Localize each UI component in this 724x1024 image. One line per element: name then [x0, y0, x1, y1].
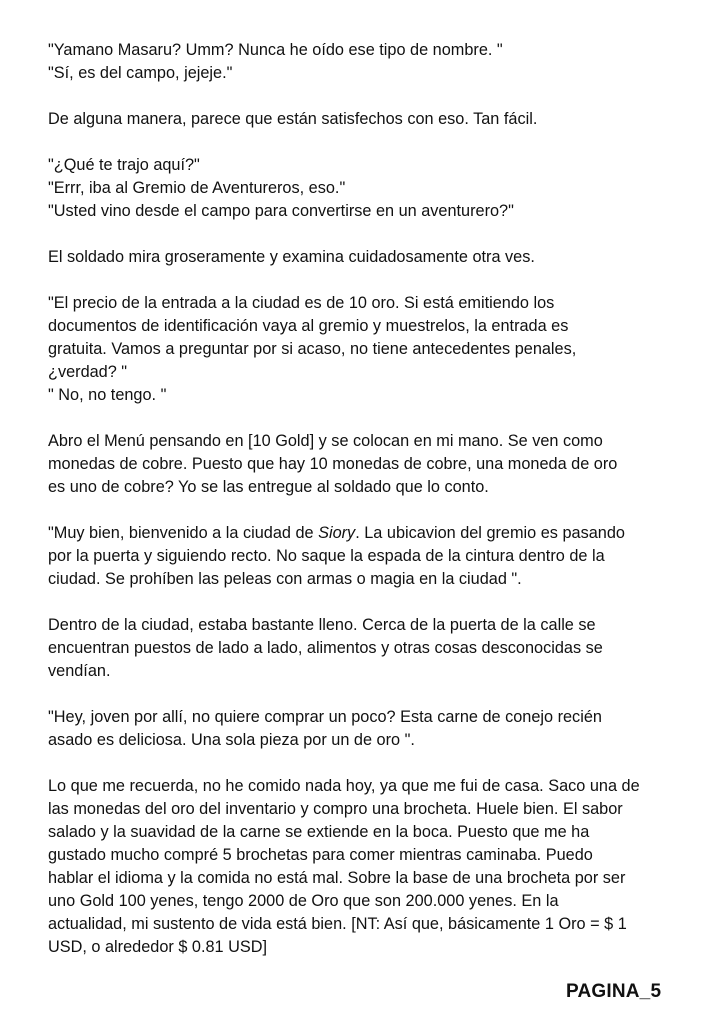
text-line: encuentran puestos de lado a lado, alimentos y otras cosas desconocidas se: [48, 639, 603, 657]
text-line: "Sí, es del campo, jejeje.": [48, 64, 233, 82]
paragraph-inside-city: [48, 614, 688, 683]
text-line: ¿verdad? ": [48, 363, 128, 381]
text-line: Lo que me recuerda, no he comido nada hoy, ya que me fui de casa. Saco una de: [48, 777, 640, 795]
text-line: "Usted vino desde el campo para convertirse en un aventurero?": [48, 202, 514, 220]
text-segment: . La ubicavion del gremio es pasando: [355, 524, 625, 542]
text-line: actualidad, mi sustento de vida está bien. [NT: Así que, básicamente 1 Oro = $ 1: [48, 915, 627, 933]
text-line: "Yamano Masaru? Umm? Nunca he oído ese tipo de nombre. ": [48, 41, 503, 59]
text-line: [48, 522, 688, 545]
paragraph-soldier-looks: [48, 246, 688, 269]
text-line: "¿Qué te trajo aquí?": [48, 156, 200, 174]
text-line: es uno de cobre? Yo se las entregue al soldado que lo conto.: [48, 478, 489, 496]
paragraph-welcome-city: [48, 522, 688, 591]
city-name: Siory: [318, 524, 356, 542]
page-number-label: PAGINA_5: [566, 981, 662, 1002]
text-line: las monedas del oro del inventario y compro una brocheta. Huele bien. El sabor: [48, 800, 623, 818]
text-line: De alguna manera, parece que están satisfechos con eso. Tan fácil.: [48, 110, 538, 128]
paragraph-entrance-price: [48, 292, 688, 407]
text-line: vendían.: [48, 662, 111, 680]
text-line: hablar el idioma y la comida no está mal. Sobre la base de una brocheta por ser: [48, 869, 626, 887]
text-line: ciudad. Se prohíben las peleas con armas o magia en la ciudad ".: [48, 570, 522, 588]
text-line: El soldado mira groseramente y examina cuidadosamente otra ves.: [48, 248, 535, 266]
document-body: [48, 39, 688, 982]
text-line: " No, no tengo. ": [48, 386, 167, 404]
paragraph-menu-gold: [48, 430, 688, 499]
text-line: gratuita. Vamos a preguntar por si acaso, no tiene antecedentes penales,: [48, 340, 577, 358]
text-line: "Hey, joven por allí, no quiere comprar un poco? Esta carne de conejo recién: [48, 708, 602, 726]
text-line: salado y la suavidad de la carne se extiende en la boca. Puesto que me ha: [48, 823, 590, 841]
text-line: documentos de identificación vaya al gremio y muestrelos, la entrada es: [48, 317, 569, 335]
text-line: Dentro de la ciudad, estaba bastante lleno. Cerca de la puerta de la calle se: [48, 616, 596, 634]
paragraph-dialogue-name: [48, 39, 688, 85]
paragraph-brochette: [48, 775, 688, 959]
text-line: Abro el Menú pensando en [10 Gold] y se colocan en mi mano. Se ven como: [48, 432, 603, 450]
paragraph-vendor-call: [48, 706, 688, 752]
paragraph-satisfied: [48, 108, 688, 131]
text-line: monedas de cobre. Puesto que hay 10 monedas de cobre, una moneda de oro: [48, 455, 618, 473]
text-line: gustado mucho compré 5 brochetas para comer mientras caminaba. Puedo: [48, 846, 593, 864]
text-line: por la puerta y siguiendo recto. No saque la espada de la cintura dentro de la: [48, 547, 605, 565]
text-line: USD, o alrededor $ 0.81 USD]: [48, 938, 268, 956]
text-line: asado es deliciosa. Una sola pieza por un de oro ".: [48, 731, 415, 749]
paragraph-dialogue-reason: [48, 154, 688, 223]
text-line: "Errr, iba al Gremio de Aventureros, eso.": [48, 179, 346, 197]
text-segment: "Muy bien, bienvenido a la ciudad de: [48, 524, 319, 542]
text-line: "El precio de la entrada a la ciudad es de 10 oro. Si está emitiendo los: [48, 294, 555, 312]
text-line: uno Gold 100 yenes, tengo 2000 de Oro que son 200.000 yenes. En la: [48, 892, 559, 910]
